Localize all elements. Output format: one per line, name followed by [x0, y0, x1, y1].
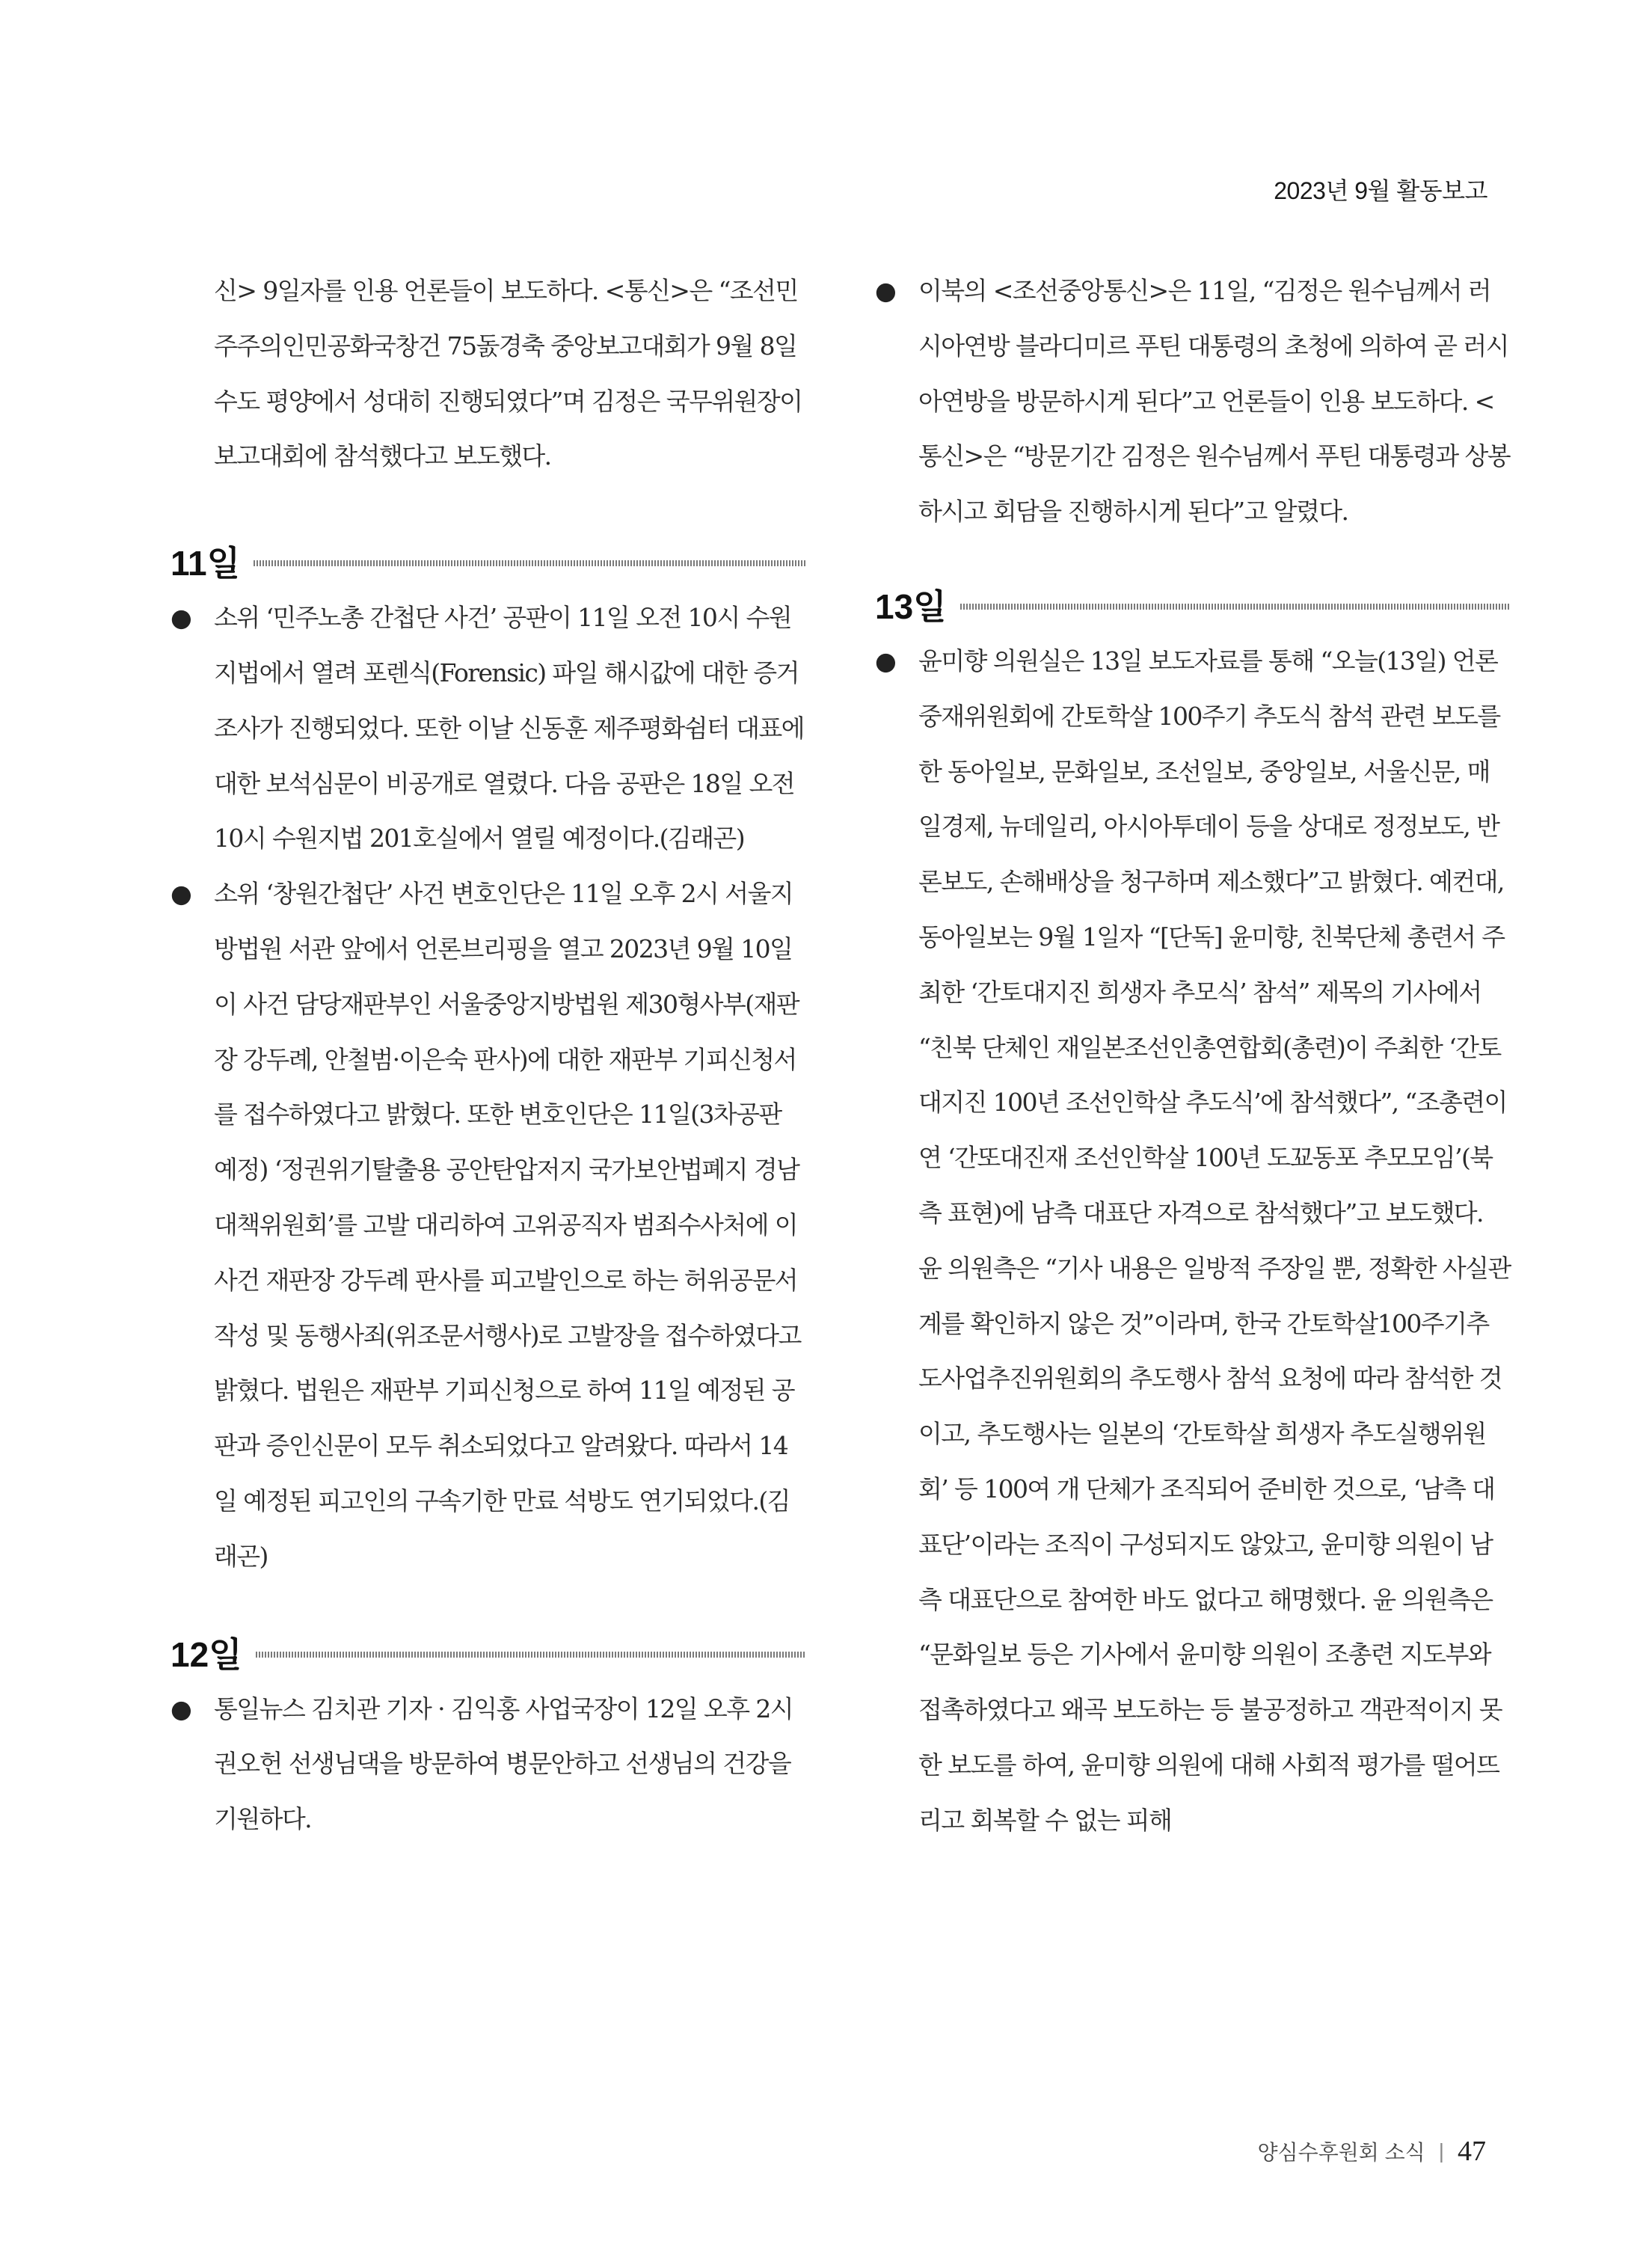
news-item	[171, 866, 806, 1584]
running-header: 2023년 9월 활동보고	[1274, 177, 1487, 204]
bullet-icon: ●	[171, 1694, 192, 1723]
bullet-icon: ●	[171, 879, 192, 909]
item-text: 통일뉴스 김치관 기자 · 김익홍 사업국장이 12일 오후 2시 권오헌 선생님댁을 방문하여 병문안하고 선생님의 건강을 기원하다.	[214, 1694, 793, 1834]
news-item	[171, 1682, 806, 1847]
right-column	[875, 263, 1511, 1848]
day-heading-13	[875, 578, 1511, 631]
news-item	[171, 590, 806, 866]
news-item	[875, 263, 1511, 539]
intro-paragraph: 신> 9일자를 인용 언론들이 보도하다. <통신>은 “조선민주주의인민공화국창건 75돐경축 중앙보고대회가 9월 8일 수도 평양에서 성대히 진행되였다”며 김정은 국무위원장이 보고대회에 참석했다고 보도했다.	[214, 276, 802, 471]
item-text: 윤미향 의원실은 13일 보도자료를 통해 “오늘(13일) 언론중재위원회에 간토학살 100주기 추도식 참석 관련 보도를 한 동아일보, 문화일보, 조선일보, 중앙일보, 서울신문, 매일경제, 뉴데일리, 아시아투데이 등을 상대로 정정보도, 반론보도, 손해배상을 청구하며 제소했다”고 밝혔다. 예컨대, 동아일보는 9월 1일자 “[단독] 윤미향, 친북단체 총련서 주최한 ‘간토대지진 희생자 추모식’ 참석” 제목의 기사에서 “친북 단체인 재일본조선인총연합회(총련)이 주최한 ‘간토대지진 100년 조선인학살 추도식’에 참석했다”, “조총련이 연 ‘간또대진재 조선인학살 100년 도꾜동포 추모모임’(북측 표현)에 남측 대표단 자격으로 참석했다”고 보도했다. 윤 의원측은 “기사 내용은 일방적 주장일 뿐, 정확한 사실관계를 확인하지 않은 것”이라며, 한국 간토학살100주기추도사업추진위원회의 추도행사 참석 요청에 따라 참석한 것이고, 추도행사는 일본의 ‘간토학살 희생자 추도실행위원회’ 등 100여 개 단체가 조직되어 준비한 것으로, ‘남측 대표단’이라는 조직이 구성되지도 않았고, 윤미향 의원이 남측 대표단으로 참여한 바도 없다고 해명했다. 윤 의원측은 “문화일보 등은 기사에서 윤미향 의원이 조총련 지도부와 접촉하였다고 왜곡 보도하는 등 불공정하고 객관적이지 못한 보도를 하여, 윤미향 의원에 대해 사회적 평가를 떨어뜨리고 회복할 수 없는 피해	[918, 646, 1511, 1835]
day-label: 12일	[171, 1634, 242, 1674]
bullet-icon: ●	[875, 276, 897, 305]
day-label: 13일	[875, 586, 947, 626]
publication-name: 양심수후원회 소식	[1257, 2141, 1425, 2164]
day-heading-12	[171, 1626, 806, 1679]
item-text: 이북의 <조선중앙통신>은 11일, “김정은 원수님께서 러시아연방 블라디미르 푸틴 대통령의 초청에 의하여 곧 러시아연방을 방문하시게 된다”고 언론들이 인용 보도하다. <통신>은 “방문기간 김정은 원수님께서 푸틴 대통령과 상봉하시고 회담을 진행하시게 된다”고 알렸다.	[918, 276, 1511, 527]
day-heading-11	[171, 535, 806, 587]
news-item	[875, 634, 1511, 1848]
dotted-rule	[256, 1652, 806, 1658]
day-label: 11일	[171, 544, 241, 583]
page-footer	[1258, 2135, 1486, 2168]
left-column	[171, 263, 806, 1847]
dotted-rule	[254, 560, 806, 566]
bullet-icon: ●	[171, 603, 192, 633]
page-number: 47	[1458, 2136, 1486, 2167]
item-text: 소위 ‘민주노총 간첩단 사건’ 공판이 11일 오전 10시 수원지법에서 열려 포렌식(Forensic) 파일 해시값에 대한 증거조사가 진행되었다. 또한 이날 신동훈 제주평화쉼터 대표에 대한 보석심문이 비공개로 열렸다. 다음 공판은 18일 오전 10시 수원지법 201호실에서 열릴 예정이다.(김래곤)	[214, 603, 804, 853]
dotted-rule	[960, 604, 1511, 610]
bullet-icon: ●	[875, 646, 897, 675]
footer-divider: |	[1438, 2139, 1444, 2163]
item-text: 소위 ‘창원간첩단’ 사건 변호인단은 11일 오후 2시 서울지방법원 서관 앞에서 언론브리핑을 열고 2023년 9월 10일 이 사건 담당재판부인 서울중앙지방법원 제30형사부(재판장 강두례, 안철범·이은숙 판사)에 대한 재판부 기피신청서를 접수하였다고 밝혔다. 또한 변호인단은 11일(3차공판 예정) ‘정권위기탈출용 공안탄압저지 국가보안법폐지 경남대책위원회’를 고발 대리하여 고위공직자 범죄수사처에 이 사건 재판장 강두례 판사를 피고발인으로 하는 허위공문서작성 및 동행사죄(위조문서행사)로 고발장을 접수하였다고 밝혔다. 법원은 재판부 기피신청으로 하여 11일 예정된 공판과 증인신문이 모두 취소되었다고 알려왔다. 따라서 14일 예정된 피고인의 구속기한 만료 석방도 연기되었다.(김래곤)	[214, 879, 801, 1571]
